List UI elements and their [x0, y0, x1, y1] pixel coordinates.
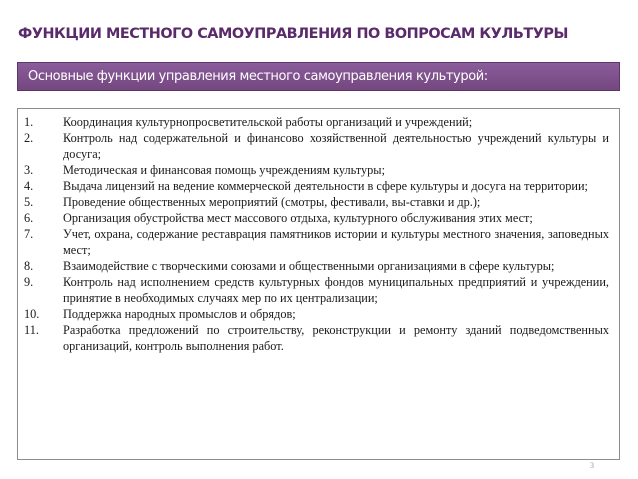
list-item-number: 11. [24, 323, 39, 337]
list-item [18, 194, 619, 210]
list-item [18, 226, 619, 258]
list-item-text: Поддержка народных промыслов и обрядов; [63, 307, 296, 321]
list-item [18, 210, 619, 226]
list-item-number: 4. [24, 179, 34, 193]
list-item [18, 114, 619, 130]
list-item [18, 258, 619, 274]
list-item-number: 3. [24, 163, 34, 177]
list-item-text: Проведение общественных мероприятий (смотры, фестивали, вы-ставки и др.); [63, 195, 481, 209]
list-item-text: Учет, охрана, содержание реставрация памятников истории и культуры местного значения, заповедных мест; [63, 227, 609, 257]
list-item [18, 306, 619, 322]
list-item-text: Организация обустройства мест массового отдыха, культурного обслуживания этих мест; [63, 211, 533, 225]
functions-list [18, 114, 619, 354]
page-title: ФУНКЦИИ МЕСТНОГО САМОУПРАВЛЕНИЯ ПО ВОПРОСАМ КУЛЬТУРЫ [18, 26, 568, 42]
list-item-text: Взаимодействие с творческими союзами и общественными организациями в сфере культуры; [63, 259, 555, 273]
list-item-text: Методическая и финансовая помощь учреждениям культуры; [63, 163, 385, 177]
list-item-number: 2. [24, 131, 34, 145]
list-item-number: 9. [24, 275, 34, 289]
list-item-text: Контроль над содержательной и финансово хозяйственной деятельностью учреждений культуры и досуга; [63, 131, 609, 161]
page-number: 3 [590, 461, 594, 470]
list-item-text: Разработка предложений по строительству, реконструкции и ремонту зданий подведомственных организаций, контроль выполнения работ. [63, 323, 609, 353]
subtitle-banner [17, 62, 620, 91]
list-item-number: 1. [24, 115, 34, 129]
list-item-number: 6. [24, 211, 34, 225]
list-item [18, 178, 619, 194]
subtitle-text: Основные функции управления местного самоуправления культурой: [28, 69, 488, 84]
list-item-number: 5. [24, 195, 34, 209]
functions-list-box [17, 108, 620, 460]
list-item [18, 162, 619, 178]
list-item [18, 130, 619, 162]
list-item-number: 10. [24, 307, 40, 321]
list-item-number: 7. [24, 227, 34, 241]
list-item-text: Контроль над исполнением средств культурных фондов муниципальных предприятий и учреждении, принятие в необходимых случаях мер по их централизации; [63, 275, 609, 305]
list-item-number: 8. [24, 259, 34, 273]
list-item [18, 322, 619, 354]
list-item-text: Выдача лицензий на ведение коммерческой деятельности в сфере культуры и досуга на территории; [63, 179, 588, 193]
list-item-text: Координация культурнопросветительской работы организаций и учреждений; [63, 115, 473, 129]
list-item [18, 274, 619, 306]
